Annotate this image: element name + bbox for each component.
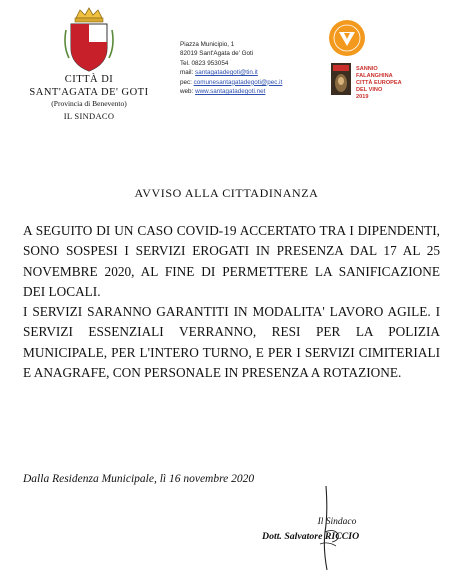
cee-line-citta-europea: CITTÀ EUROPEA [356, 79, 402, 86]
province-label: (Provincia di Benevento) [51, 99, 127, 108]
city-name-block [14, 74, 164, 123]
european-wine-city-emblem [331, 63, 351, 95]
cee-line-del-vino: DEL VINO [356, 86, 383, 93]
date-place-line: Dalla Residenza Municipale, lì 16 novembre 2020 [23, 473, 255, 485]
sannio-falanghina-logo [327, 18, 367, 58]
telephone-line: Tel. 0823 953054 [180, 59, 229, 67]
pec-label: pec: [180, 78, 192, 86]
address-line: Piazza Municipio, 1 [180, 41, 235, 48]
notice-paragraph-2: I SERVIZI SARANNO GARANTITI IN MODALITA' LAVORO AGILE. I SERVIZI ESSENZIALI VERRANNO, RESI PER LA POLIZIA MUNICIPALE, PER L'INTERO TURNO, E PER I SERVIZI CIMITERIALI E ANAGRAFE, CON PERSONALE IN PRESENZA A ROTAZIONE. [23, 304, 440, 381]
web-line [180, 87, 320, 96]
postcode-city-line: 82019 Sant'Agata de' Goti [180, 50, 254, 58]
pec-link[interactable]: comunesantagatadegoti@pec.it [193, 78, 283, 86]
city-name-line2: SANT'AGATA DE' GOTI [29, 87, 149, 98]
web-link[interactable]: www.santagatadegoti.net [195, 88, 266, 96]
pec-line [180, 78, 320, 87]
mail-link[interactable]: santagatadegoti@tin.it [195, 69, 258, 77]
contact-block [180, 40, 320, 96]
mail-line [180, 68, 320, 77]
notice-paragraph-1: A SEGUITO DI UN CASO COVID-19 ACCERTATO TRA I DIPENDENTI, SONO SOSPESI I SERVIZI EROGATI IN PRESENZA DAL 17 AL 25 NOVEMBRE 2020, AL FINE DI PERMETTERE LA SANIFICAZIONE DEI LOCALI. [23, 223, 440, 299]
notice-body [23, 221, 440, 383]
european-wine-city-text [356, 66, 446, 101]
cee-line-sannio: SANNIO [356, 66, 378, 72]
office-label: IL SINDACO [63, 111, 115, 121]
mail-label: mail: [180, 69, 194, 77]
cee-line-falanghina: FALANGHINA [356, 72, 393, 79]
web-label: web: [180, 88, 194, 96]
signatory-name: Dott. Salvatore RICCIO [262, 531, 360, 542]
cee-line-year: 2019 [356, 93, 369, 100]
handwritten-signature [314, 484, 350, 572]
city-name-line1: CITTÀ DI [64, 74, 114, 85]
signatory-title: Il Sindaco [317, 517, 357, 527]
notice-title: AVVISO ALLA CITTADINANZA [134, 186, 319, 200]
coat-of-arms-logo [62, 4, 116, 74]
